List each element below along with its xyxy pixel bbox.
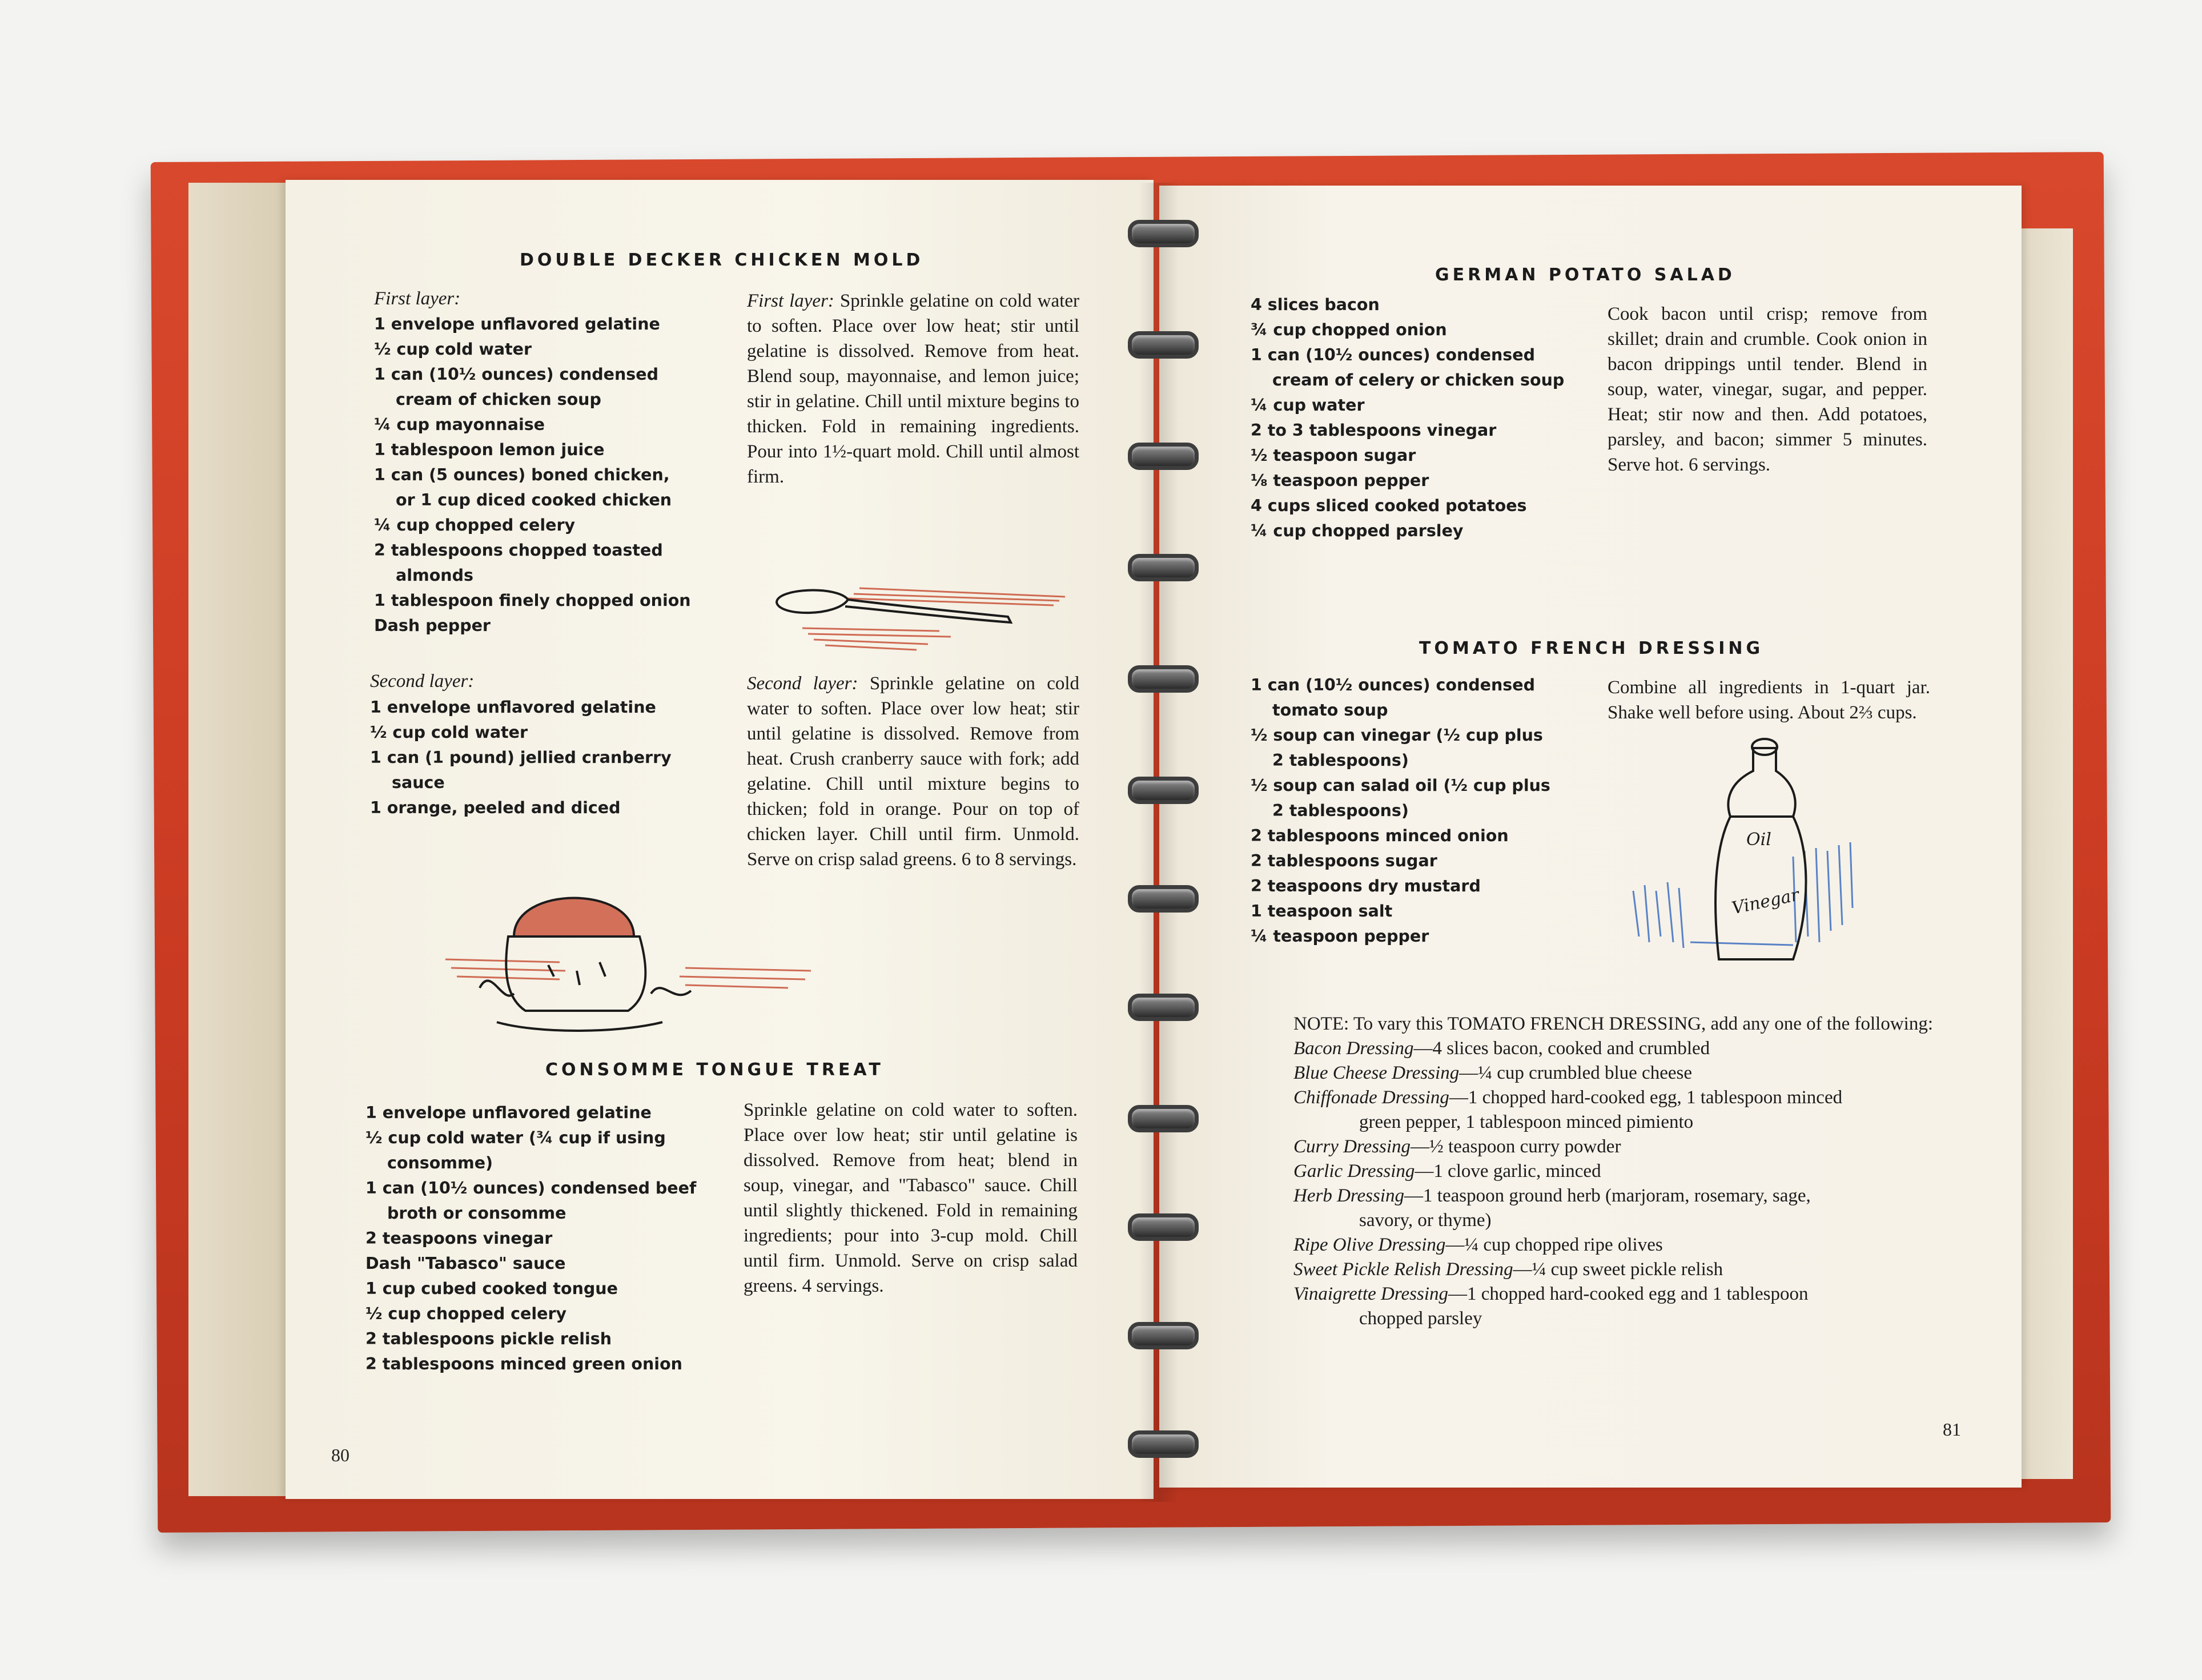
first-layer-directions-text: Sprinkle gelatine on cold water to soften. Place over low heat; stir until gelatine is dissolved. Remove from heat. Blend soup, mayonnaise, and lemon juice; stir in gelatine. Chill until mixture begins to thicken. Fold in remaining ingredients. Pour into 1½-quart mold. Chill until almost firm. [747,291,1080,487]
ingredient: sauce [392,773,445,792]
variation-name: Chiffonade Dressing [1293,1087,1449,1108]
ingredient: 1 cup cubed cooked tongue [365,1279,618,1298]
ingredient: ½ cup cold water (¾ cup if using [365,1128,666,1147]
variation-item [1293,1257,1939,1282]
note-intro-text: To vary this TOMATO FRENCH DRESSING, add any one of the following: [1353,1014,1933,1034]
note-intro [1293,1012,1939,1036]
lettuce [480,980,691,1031]
variation-text: —¼ cup crumbled blue cheese [1459,1063,1692,1083]
ingredient: 1 can (5 ounces) boned chicken, [374,465,670,484]
spiral-ring [1128,665,1199,693]
ingredient: 2 tablespoons minced green onion [365,1355,682,1373]
spiral-ring [1128,1105,1199,1132]
recipe-title-german-potato: GERMAN POTATO SALAD [1435,265,1735,285]
ingredient: broth or consomme [387,1204,566,1223]
variation-text: —1 chopped hard-cooked egg, 1 tablespoon minced [1449,1087,1843,1108]
ingredient: ½ cup cold water [374,340,532,359]
recipe-title-tomato-french: TOMATO FRENCH DRESSING [1419,638,1764,658]
ingredient: 2 teaspoons dry mustard [1251,877,1481,895]
ingredient: ¼ teaspoon pepper [1251,927,1429,946]
vinegar-label: Vinegar [1730,885,1801,919]
spoon-illustration [768,577,1076,662]
ingredient: 2 to 3 tablespoons vinegar [1251,421,1497,440]
spiral-ring [1128,994,1199,1021]
ingredient: 2 tablespoons) [1272,801,1409,820]
mold-details [548,962,605,985]
ingredient: 1 envelope unflavored gelatine [365,1103,652,1122]
first-layer-label: First layer: [374,288,461,309]
spiral-ring [1128,331,1199,359]
second-layer-label: Second layer: [370,671,475,692]
variation-name: Blue Cheese Dressing [1293,1063,1460,1083]
recipe-title-consomme: CONSOMME TONGUE TREAT [545,1060,884,1080]
ingredient: 1 can (1 pound) jellied cranberry [370,748,672,767]
ingredient: 1 can (10½ ounces) condensed [374,365,658,384]
tomato-ingredients [1251,673,1550,949]
variation-text: —1 chopped hard-cooked egg and 1 tablespoon [1448,1284,1809,1304]
spoon-bowl [777,590,848,613]
potato-ingredients [1251,292,1564,544]
ingredient: 1 can (10½ ounces) condensed [1251,345,1535,364]
spiral-ring [1128,554,1199,581]
ingredient: ½ soup can vinegar (½ cup plus [1251,726,1543,745]
ingredient: ¼ cup mayonnaise [374,415,545,434]
ingredient: 1 can (10½ ounces) condensed beef [365,1179,697,1197]
ingredient: 4 slices bacon [1251,295,1380,314]
variation-continuation: savory, or thyme) [1359,1210,1492,1231]
book-gutter [1139,183,1179,1502]
variation-text: —¼ cup sweet pickle relish [1513,1259,1723,1280]
variation-continuation: chopped parsley [1359,1308,1482,1329]
spiral-ring [1128,1213,1199,1241]
recipe-title-double-decker: DOUBLE DECKER CHICKEN MOLD [520,250,924,270]
spiral-ring [1128,885,1199,913]
ingredient: cream of celery or chicken soup [1272,371,1565,389]
ingredient: Dash "Tabasco" sauce [365,1254,566,1273]
spiral-ring [1128,1322,1199,1349]
ingredient: ½ cup cold water [370,723,528,742]
ingredient: ½ teaspoon sugar [1251,446,1416,465]
variation-item [1293,1184,1939,1208]
mold-body [506,937,645,1011]
variation-item [1293,1233,1939,1257]
ingredient: tomato soup [1272,701,1388,720]
oil-vinegar-illustration [1622,737,1884,971]
ingredient: 2 tablespoons minced onion [1251,826,1509,845]
page-number-right: 81 [1943,1419,1961,1440]
variation-item [1293,1135,1939,1159]
oil-label: Oil [1746,830,1771,850]
second-layer-ingredients [370,695,672,821]
variation-name: Garlic Dressing [1293,1161,1415,1181]
crayon-shading [802,588,1065,650]
ingredient: consomme) [387,1154,493,1172]
ingredient: 2 teaspoons vinegar [365,1229,553,1248]
ingredient: ¼ cup chopped parsley [1251,521,1464,540]
ingredient: ¼ cup chopped celery [374,516,576,534]
ingredient: 1 envelope unflavored gelatine [370,698,656,717]
ingredient: ½ soup can salad oil (½ cup plus [1251,776,1550,795]
variation-name: Curry Dressing [1293,1136,1411,1157]
variation-name: Herb Dressing [1293,1185,1405,1206]
spiral-ring [1128,220,1199,247]
variation-text: —¼ cup chopped ripe olives [1445,1235,1663,1255]
variation-item [1293,1061,1939,1086]
variations-note [1293,1012,1939,1331]
ingredient: ¾ cup chopped onion [1251,320,1447,339]
crayon-shading [1633,842,1853,948]
second-layer-directions-text: Sprinkle gelatine on cold water to soften. Place over low heat; stir until gelatine is dissolved. Remove from heat. Crush cranberry sauce with fork; add gelatine. Chill until mixture begins to thicken; fold in orange. Pour on top of chicken layer. Chill until firm. Unmold. Serve on crisp salad greens. 6 to 8 servings. [747,673,1080,870]
ingredient: cream of chicken soup [396,390,601,409]
ingredient: ⅛ teaspoon pepper [1251,471,1429,490]
variation-item [1293,1036,1939,1061]
first-layer-directions [747,288,1079,489]
second-layer-directions-label: Second layer: [747,673,858,694]
variation-item [1293,1282,1939,1307]
variation-name: Vinaigrette Dressing [1293,1284,1448,1304]
first-layer-directions-label: First layer: [747,291,834,311]
variation-text: —1 clove garlic, minced [1415,1161,1601,1181]
ingredient: 2 tablespoons chopped toasted [374,541,663,560]
crayon-shading [445,959,811,988]
ingredient: 1 tablespoon lemon juice [374,440,605,459]
variation-name: Ripe Olive Dressing [1293,1235,1446,1255]
consomme-directions: Sprinkle gelatine on cold water to soften. Place over low heat; stir until gelatine is dissolved. Remove from heat; blend in soup, vinegar, and "Tabasco" sauce. Chill until slightly thickened. Fold in remaining ingredients; pour into 3-cup mold. Chill until firm. Unmold. Serve on crisp salad greens. 4 servings. [744,1100,1078,1296]
mold-top [514,898,634,937]
ingredient: 2 tablespoons sugar [1251,851,1437,870]
ingredient: 2 tablespoons pickle relish [365,1329,612,1348]
ingredient: or 1 cup diced cooked chicken [396,491,672,509]
variation-text: —4 slices bacon, cooked and crumbled [1413,1038,1710,1059]
consomme-ingredients [365,1100,696,1377]
second-layer-directions [747,671,1079,872]
variation-item [1293,1159,1939,1184]
spiral-ring [1128,443,1199,470]
tomato-directions: Combine all ingredients in 1-quart jar. Shake well before using. About 2⅔ cups. [1608,677,1930,723]
variation-item [1293,1086,1939,1110]
variation-name: Bacon Dressing [1293,1038,1414,1059]
ingredient: 2 tablespoons) [1272,751,1409,770]
gelatin-mold-illustration [445,862,811,1051]
ingredient: ¼ cup water [1251,396,1365,415]
spiral-ring [1128,777,1199,804]
ingredient: 1 orange, peeled and diced [370,798,621,817]
ingredient: ½ cup chopped celery [365,1304,567,1323]
page-number-left: 80 [331,1445,349,1465]
first-layer-ingredients [374,312,691,638]
note-label: NOTE: [1293,1014,1349,1034]
potato-directions: Cook bacon until crisp; remove from skillet; drain and crumble. Cook onion in bacon drippings until tender. Blend in soup, water, vinegar, sugar, and pepper. Heat; stir now and then. Add potatoes, parsley, and bacon; simmer 5 minutes. Serve hot. 6 servings. [1608,304,1927,475]
variation-text: —1 teaspoon ground herb (marjoram, rosemary, sage, [1404,1185,1811,1206]
variation-name: Sweet Pickle Relish Dressing [1293,1259,1513,1280]
variation-continuation: green pepper, 1 tablespoon minced pimiento [1359,1112,1694,1132]
ingredient: Dash pepper [374,616,491,635]
ingredient: almonds [396,566,473,585]
variation-text: —½ teaspoon curry powder [1411,1136,1621,1157]
ingredient: 1 tablespoon finely chopped onion [374,591,691,610]
ingredient: 1 envelope unflavored gelatine [374,315,660,333]
ingredient: 1 teaspoon salt [1251,902,1393,921]
spiral-ring [1128,1430,1199,1458]
oil-bottle [1728,748,1795,817]
ingredient: 4 cups sliced cooked potatoes [1251,496,1527,515]
ingredient: 1 can (10½ ounces) condensed [1251,676,1535,694]
